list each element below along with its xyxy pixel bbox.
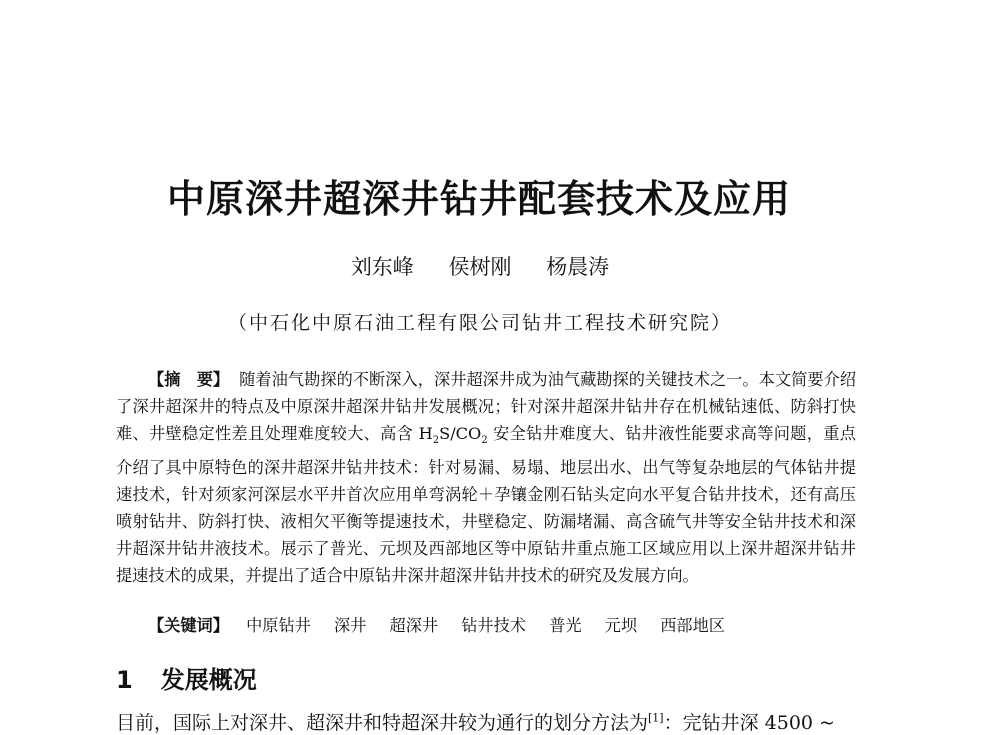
body-text [116,708,896,735]
chemical-formula: $H_2S/CO_2$ [418,424,488,447]
body-text-main: 目前，国际上对深井、超深井和特超深井较为通行的划分方法为 [116,712,649,734]
paper-title: 中原深井超深井钻井配套技术及应用 [166,177,791,221]
keyword: 超深井 [389,616,439,635]
keywords [148,612,868,639]
keyword: 元坝 [604,616,638,635]
author-name: 杨晨涛 [546,255,610,279]
affiliation: （中石化中原石油工程有限公司钻井工程技术研究院） [227,312,732,334]
keyword: 普光 [549,616,582,635]
author-name: 刘东峰 [350,255,414,279]
keyword: 钻井技术 [461,616,526,635]
keywords-label: 【关键词】 [148,616,229,635]
author-name: 侯树刚 [448,255,512,279]
citation-ref: [1] [648,711,664,725]
keyword: 中原钻井 [246,616,311,635]
abstract [116,366,856,589]
abstract-text-part1: 随着油气勘探的不断深入，深井超深井成为油气藏勘探的关键技术之一。本文简要介绍了深井超深井的特点及中原深井超深井钻井发展概况；针对深井超深井钻井存在机械钻速低、防斜打快难、井壁稳定性差且处理难度较大、高含 [116,370,857,443]
keyword: 深井 [334,616,367,635]
section-number: 1 [116,666,133,694]
author-list [0,251,960,281]
abstract-label: 【摘 要】 [148,370,230,389]
body-text-tail: ：完钻井深 4500 ~ [663,712,835,734]
abstract-text-part2: 安全钻井难度大、钻井液性能要求高等问题，重点介绍了具中原特色的深井超深井钻井技术：针对易漏、易塌、地层出水、出气等复杂地层的气体钻井提速技术，针对须家河深层水平井首次应用单弯涡轮＋孕镶金刚石钻头定向水平复合钻井技术，还有高压喷射钻井、防斜打快、液相欠平衡等提速技术，井壁稳定、防漏堵漏、高含硫气井等安全钻井技术和深井超深井钻井液技术。展示了普光、元坝及西部地区等中原钻井重点施工区域应用以上深井超深井钻井提速技术的成果，并提出了适合中原钻井深井超深井钻井技术的研究及发展方向。 [116,424,856,586]
section-heading [116,660,257,695]
keyword: 西部地区 [660,616,725,635]
section-title: 发展概况 [160,666,257,694]
